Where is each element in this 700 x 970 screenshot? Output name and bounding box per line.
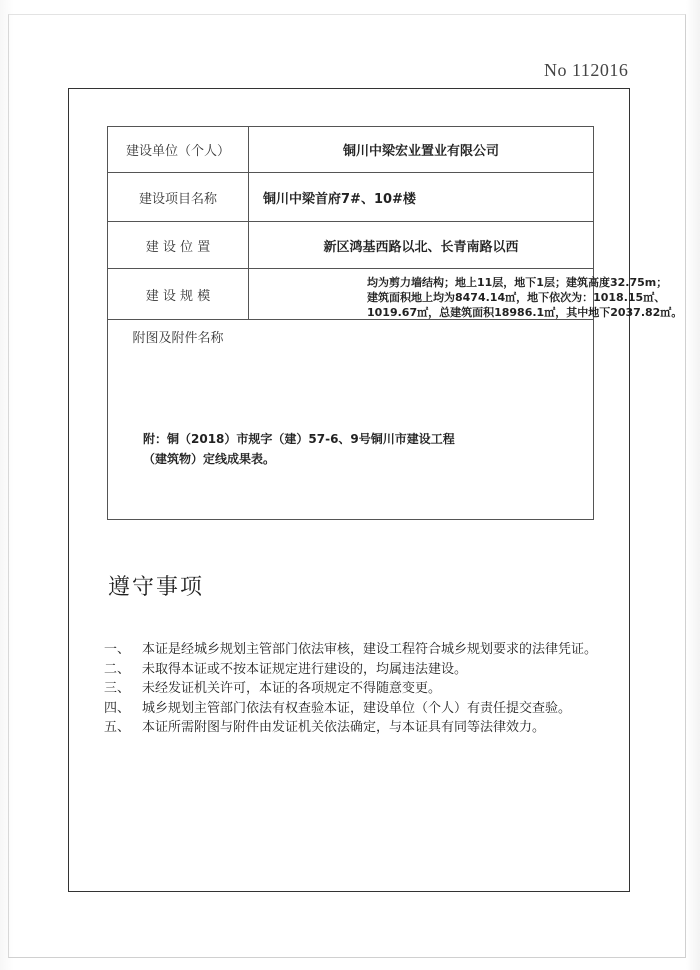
notice-item-text: 城乡规划主管部门依法有权查验本证，建设单位（个人）有责任提交查验。 bbox=[142, 700, 572, 716]
project-label: 建设项目名称 bbox=[108, 173, 249, 221]
notice-item-number: 三、 bbox=[104, 681, 131, 696]
notice-item-number: 一、 bbox=[104, 642, 131, 657]
notice-item bbox=[104, 679, 604, 699]
scale-text bbox=[367, 275, 700, 320]
table-row-project bbox=[108, 173, 593, 222]
scale-value bbox=[249, 269, 683, 319]
info-table bbox=[107, 126, 683, 520]
unit-label: 建设单位（个人） bbox=[108, 127, 249, 172]
certificate-number: No 112016 bbox=[544, 60, 629, 80]
project-value: 铜川中梁首府7#、10#楼 bbox=[263, 191, 416, 207]
notice-item-text: 本证所需附图与附件由发证机关依法确定，与本证具有同等法律效力。 bbox=[142, 720, 546, 735]
table-row-scale bbox=[108, 269, 683, 320]
attachment-line: （建筑物）定线成果表。 bbox=[143, 452, 276, 466]
notice-item-text: 未经发证机关许可，本证的各项规定不得随意变更。 bbox=[142, 681, 442, 696]
notice-list bbox=[104, 640, 604, 738]
scale-line: 1019.67㎡，总建筑面积18986.1㎡，其中地下2037.82㎡。 bbox=[367, 306, 683, 319]
notice-item-number: 四、 bbox=[104, 700, 131, 716]
notice-item-text: 本证是经城乡规划主管部门依法审核，建设工程符合城乡规划要求的法律凭证。 bbox=[142, 642, 598, 657]
attachment-text bbox=[143, 429, 455, 469]
table-row-unit bbox=[108, 127, 593, 173]
location-value: 新区鸿基西路以北、长青南路以西 bbox=[323, 239, 519, 255]
notice-item-number: 五、 bbox=[104, 720, 131, 735]
notice-item bbox=[104, 699, 604, 719]
attachment-label: 附图及附件名称 bbox=[132, 331, 224, 346]
notice-item-text: 未取得本证或不按本证规定进行建设的，均属违法建设。 bbox=[142, 661, 468, 677]
scale-line: 均为剪力墙结构；地上11层，地下1层；建筑高度32.75m； bbox=[367, 276, 668, 289]
notice-item bbox=[104, 718, 604, 738]
notice-title: 遵守事项 bbox=[108, 575, 205, 600]
unit-value: 铜川中梁宏业置业有限公司 bbox=[342, 144, 499, 159]
notice-item bbox=[104, 640, 604, 660]
scale-line: 建筑面积地上均为8474.14㎡，地下依次为：1018.15㎡、 bbox=[367, 291, 666, 304]
attachment-line: 附：铜（2018）市规字（建）57-6、9号铜川市建设工程 bbox=[143, 432, 455, 446]
notice-item-number: 二、 bbox=[104, 661, 131, 677]
notice-item bbox=[104, 660, 604, 680]
scale-label: 建 设 规 模 bbox=[108, 269, 249, 319]
location-label: 建 设 位 置 bbox=[108, 222, 249, 268]
table-row-location bbox=[108, 222, 593, 269]
